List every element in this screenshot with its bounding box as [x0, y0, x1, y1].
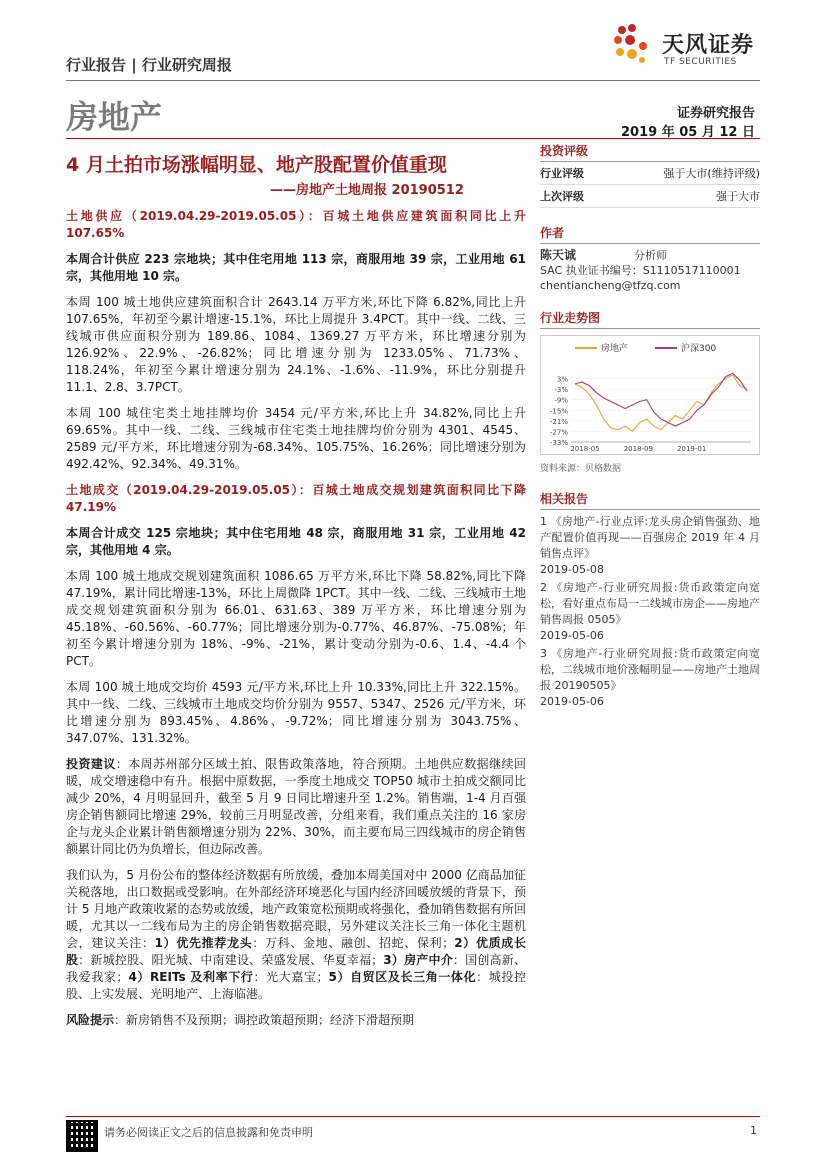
report-date: 2019 年 05 月 12 日	[621, 125, 755, 140]
pick-list-5: ：城投控股、上实发展、光明地产、上海临港。	[66, 970, 526, 1001]
logo-subtext: TF SECURITIES	[664, 57, 737, 67]
divider	[66, 80, 760, 81]
chart-source: 资料来源：贝格数据	[540, 464, 622, 474]
y-tick-label: -21%	[549, 417, 568, 426]
investment-picks	[66, 867, 526, 1003]
industry-rating-label: 行业评级	[540, 167, 584, 180]
risk-text: ：新房销售不及预期；调控政策超预期；经济下滑超预期	[114, 1013, 415, 1027]
logo	[610, 22, 770, 70]
y-tick-label: -33%	[549, 439, 568, 447]
analyst-sac: SAC 执业证书编号：S1110517110001	[540, 264, 741, 277]
deal-summary: 本周合计成交 125 宗地块；其中住宅用地 48 宗，商服用地 31 宗，工业用地 42 宗，其他用地 4 宗。	[66, 526, 526, 557]
supply-paragraph-1: 本周 100 城土地供应建筑面积合计 2643.14 万平方米,环比下降 6.82%,同比上升 107.65%，年初至今累计增速-15.1%，环比上周提升 3.4PCT。其中一线、二线、三线城市供应面积分别为 189.86、1084、1369.27 万平方米，环比增速分别为 126.92%、22.9%、-26.82%；同比增速分别为 1233.05%、71.73%、118.24%，年初至今累计增速分别为 24.1%、-1.6%、-11.9%，环比分别提升 11.1、2.8、3.7PCT。	[66, 295, 526, 394]
x-tick-label: 2018-09	[623, 445, 653, 453]
logo-mark-icon	[610, 22, 656, 68]
trend-chart-svg	[541, 336, 759, 454]
supply-heading: 土地供应（2019.04.29-2019.05.05）：百城土地供应建筑面积同比上升 107.65%	[66, 209, 526, 240]
x-tick-label: 2019-01	[677, 445, 707, 453]
x-tick-label: 2018-05	[570, 445, 600, 453]
analyst-email[interactable]: chentiancheng@tfzq.com	[540, 279, 681, 292]
pick-group-4: 4）REITs 及利率下行	[128, 970, 254, 984]
y-tick-label: -3%	[554, 386, 568, 395]
deal-paragraph-1: 本周 100 城土地成交规划建筑面积 1086.65 万平方米,环比下降 58.82%,同比下降 47.19%，累计同比增速-13%，环比上周微降 1PCT。其中一线、二线、三线城市土地成交规划建筑面积分别为 66.01、631.63、389 万平方米，环比增速分别为 45.18%、-60.56%、-60.77%；同比增速分别为-0.77%、46.87%、-75.08%；年初至今累计增速分别为 18%、-9%、-21%，累计变动分别为-0.6、1.4、-4.4 个 PCT。	[66, 569, 526, 668]
report-type: 证券研究报告	[676, 106, 755, 121]
divider	[66, 138, 760, 139]
industry-rating-value: 强于大市(维持评级)	[663, 167, 760, 180]
analyst-name: 陈天诚	[540, 248, 577, 262]
trend-chart	[540, 335, 760, 455]
sidebar	[540, 140, 760, 712]
pick-list-3: ：国创高新、我爱我家；	[66, 953, 526, 984]
related-report-1[interactable]: 1 《房地产-行业点评:龙头房企销售强劲、地产配置价值再现——百强房企 2019 年 4 月销售点评》	[540, 515, 760, 560]
related-report-date: 2019-05-06	[540, 695, 604, 708]
report-title: 4 月土拍市场涨幅明显、地产股配置价值重现	[66, 154, 447, 176]
invest-label: 投资建议	[66, 757, 116, 771]
pick-list-2: ：新城控股、阳光城、中南建设、荣盛发展、华夏幸福；	[78, 953, 384, 967]
author-heading: 作者	[540, 222, 760, 244]
pick-list-1: ：万科、金地、融创、招蛇、保利；	[252, 936, 455, 950]
related-report-date: 2019-05-06	[540, 629, 604, 642]
main-content	[66, 208, 526, 1038]
pick-group-1: 1）优先推荐龙头	[154, 936, 253, 950]
supply-paragraph-2: 本周 100 城住宅类土地挂牌均价 3454 元/平方米,环比上升 34.82%,同比上升 69.65%。其中一线、二线、三线城市住宅类土地挂牌均价分别为 4301、4545、2589 元/平方米，环比增速分别为-68.34%、105.75%、16.26%；同比增速分别为 492.42%、92.34%、49.31%。	[66, 406, 526, 471]
prev-rating-row	[540, 185, 760, 208]
related-list	[540, 514, 760, 710]
report-category: 行业报告 | 行业研究周报	[66, 56, 232, 74]
invest-text: ：本周苏州部分区域土拍、限售政策落地，符合预期。土地供应数据继续回暖，成交增速稳中有升。根据中原数据，一季度土地成交 TOP50 城市土拍成交额同比减少 20%，4 月明显回升，截至 5 月 9 日同比增速升至 1.2%。销售端，1-4 月百强房企销售额同比增速 29%，较前三月明显改善，分组来看，我们重点关注的 16 家房企与龙头企业累计销售额增速分别为 22%、30%，而主要布局三四线城市的房企销售额累计同比仍为负增长，但边际改善。	[66, 757, 526, 856]
pick-group-5: 5）自贸区及长三角一体化	[328, 970, 477, 984]
report-subtitle: ——房地产土地周报 20190512	[270, 183, 464, 198]
trend-heading: 行业走势图	[540, 307, 760, 329]
risk-warning	[66, 1012, 526, 1029]
pick-list-4: ：光大嘉宝；	[253, 970, 329, 984]
disclaimer: 请务必阅读正文之后的信息披露和免责申明	[104, 1126, 313, 1139]
y-tick-label: 3%	[556, 375, 568, 384]
sector-title: 房地产	[66, 98, 163, 136]
prev-rating-label: 上次评级	[540, 190, 584, 203]
related-report-3[interactable]: 3 《房地产-行业研究周报:货币政策定向宽松，二线城市地价涨幅明显——房地产土地周报 20190505》	[540, 647, 760, 692]
logo-text: 天风证券	[662, 33, 755, 58]
invest-intro: 我们认为，5 月份公布的整体经济数据有所放缓，叠加本周美国对中 2000 亿商品加征关税落地，出口数据或受影响。在外部经济环境恶化与国内经济回暖放缓的背景下，预计 5 月地产政策收紧的态势或放缓，地产政策宽松预期或将强化，叠加销售数据有所回暖，尤其以一二线布局为主的房企销售数据亮眼，另外建议关注长三角一体化主题机会，建议关注：	[66, 868, 526, 950]
y-tick-label: -27%	[549, 428, 568, 437]
rating-heading: 投资评级	[540, 140, 760, 162]
related-heading: 相关报告	[540, 488, 760, 510]
deal-heading: 土地成交（2019.04.29-2019.05.05）：百城土地成交规划建筑面积同比下降 47.19%	[66, 483, 526, 514]
pick-group-3: 3）房产中介	[383, 953, 453, 967]
page-number: 1	[750, 1124, 757, 1137]
related-report-2[interactable]: 2 《房地产-行业研究周报:货币政策定向宽松，看好重点布局一二线城市房企——房地产销售周报 0505》	[540, 581, 760, 626]
legend-label: 房地产	[601, 344, 629, 354]
y-tick-label: -15%	[549, 407, 568, 416]
risk-label: 风险提示	[66, 1013, 115, 1027]
pick-group-2: 2）优质成长股	[66, 936, 526, 967]
investment-advice	[66, 756, 526, 858]
industry-rating-row	[540, 162, 760, 185]
deal-paragraph-2: 本周 100 城土地成交均价 4593 元/平方米,环比上升 10.33%,同比上升 322.15%。其中一线、二线、三线城市土地成交均价分别为 9557、5347、2526 元/平方米，环比增速分别为 893.45%、4.86%、-9.72%；同比增速分别为 3043.75%、347.07%、131.32%。	[66, 680, 526, 745]
analyst-row	[540, 248, 760, 263]
related-report-date: 2019-05-08	[540, 563, 604, 576]
legend-label: 沪深300	[681, 344, 717, 354]
footer-divider	[66, 1116, 760, 1117]
analyst-role: 分析师	[634, 249, 668, 262]
supply-summary: 本周合计供应 223 宗地块；其中住宅用地 113 宗，商服用地 39 宗，工业用地 61 宗，其他用地 10 宗。	[66, 252, 526, 283]
qr-code	[66, 1120, 98, 1152]
y-tick-label: -9%	[554, 396, 568, 405]
prev-rating-value: 强于大市	[716, 190, 760, 203]
